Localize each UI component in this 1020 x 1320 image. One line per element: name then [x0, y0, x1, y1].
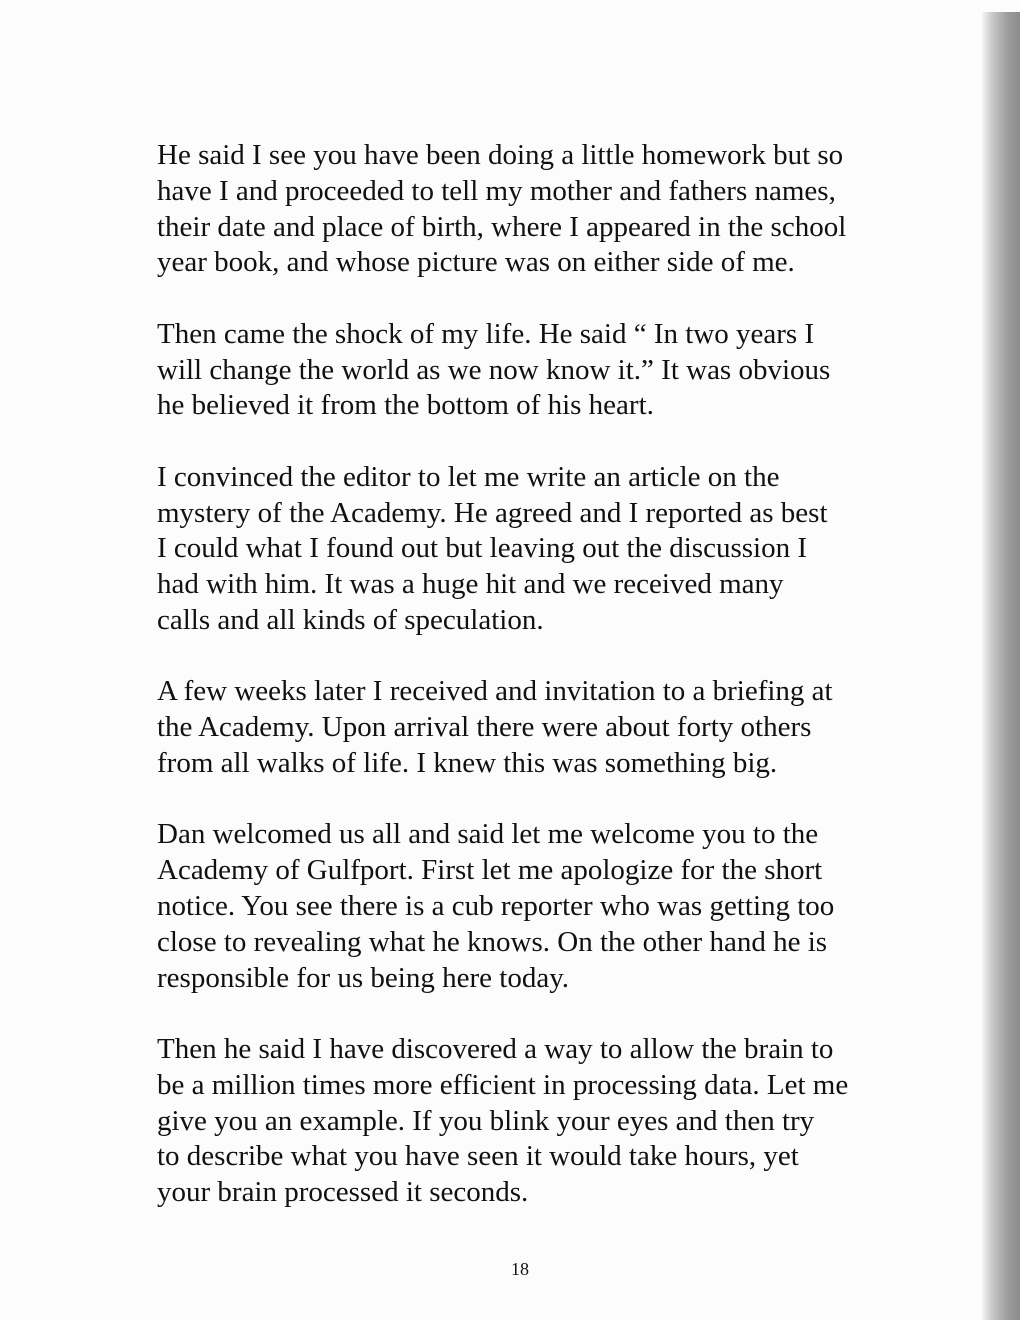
text-line: will change the world as we now know it.” It was obvious	[157, 353, 831, 386]
text-line: to describe what you have seen it would take hours, yet	[157, 1140, 799, 1173]
body-text	[157, 138, 897, 1246]
text-line: close to revealing what he knows. On the other hand he is	[157, 925, 828, 958]
paragraph-2	[157, 317, 897, 424]
text-line: A few weeks later I received and invitation to a briefing at	[157, 675, 833, 708]
paragraph-3	[157, 460, 897, 639]
text-line: I convinced the editor to let me write an article on the	[157, 460, 780, 493]
paragraph-4	[157, 674, 897, 781]
text-line: had with him. It was a huge hit and we received many	[157, 568, 784, 601]
text-line: Then came the shock of my life. He said “ In two years I	[157, 317, 815, 350]
paragraph-5	[157, 817, 897, 996]
text-line: year book, and whose picture was on either side of me.	[157, 246, 795, 279]
page-binding-shadow	[982, 12, 1020, 1320]
text-line: He said I see you have been doing a little homework but so	[157, 139, 844, 171]
text-line: he believed it from the bottom of his heart.	[157, 389, 654, 422]
text-line: the Academy. Upon arrival there were about forty others	[157, 711, 812, 744]
text-line: be a million times more efficient in processing data. Let me	[157, 1068, 849, 1101]
text-line: Academy of Gulfport. First let me apologize for the short	[157, 854, 823, 887]
text-line: responsible for us being here today.	[157, 961, 570, 994]
paragraph-1	[157, 138, 897, 281]
text-line: from all walks of life. I knew this was something big.	[157, 746, 778, 779]
text-line: have I and proceeded to tell my mother and fathers names,	[157, 174, 836, 207]
text-line: your brain processed it seconds.	[157, 1176, 529, 1209]
text-line: mystery of the Academy. He agreed and I reported as best	[157, 496, 828, 529]
text-line: their date and place of birth, where I appeared in the school	[157, 210, 847, 243]
text-line: I could what I found out but leaving out the discussion I	[157, 532, 807, 565]
text-line: Dan welcomed us all and said let me welcome you to the	[157, 818, 819, 851]
text-line: Then he said I have discovered a way to allow the brain to	[157, 1032, 834, 1065]
text-line: give you an example. If you blink your eyes and then try	[157, 1104, 815, 1137]
page-number: 18	[511, 1259, 529, 1279]
text-line: calls and all kinds of speculation.	[157, 603, 544, 636]
text-line: notice. You see there is a cub reporter who was getting too	[157, 889, 835, 922]
paragraph-6	[157, 1032, 897, 1211]
